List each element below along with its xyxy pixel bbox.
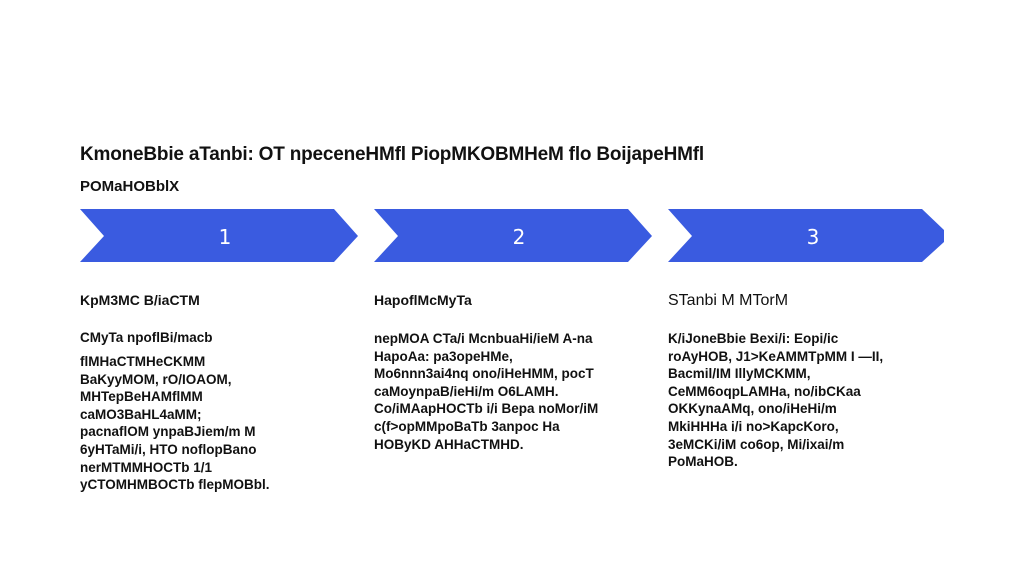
step-3-line: K/iJoneBbie Bexi/i: Eopi/ic [668,331,839,346]
step-2-line: c(f>opMMpoBaTb 3anpoc Ha [374,418,560,434]
step-3-line: CeMM6oqpLAMHa, no/ibCKaa [668,383,861,399]
step-1-line: yCTOMHMBOCTb flepMOBbl. [80,477,270,493]
step-1-heading: KpM3MC B/iaCTM [80,292,200,308]
chevron-step-2 [374,209,652,262]
step-3-column [668,292,928,471]
chevron-step-3 [668,209,944,262]
step-3-line: roAyHOB, J1>KeAMMTpMM I —II, [668,348,884,364]
step-1-line: MHTepBeHAMflMM [80,389,203,405]
step-2-line: Co/iMAapHOCTb i/i Bepa noMor/iM [374,401,599,417]
step-2-description [374,330,624,453]
step-2-line: HapoAa: pa3opeHMe, [374,348,513,364]
step-2-line: HOByKD AHHaCTMHD. [374,436,524,452]
page-subtitle: POMaHOBblX [80,178,180,195]
step-3-line: PoMaHOB. [668,454,738,470]
step-3-line: MkiHHHa i/i no>KapcKoro, [668,418,839,434]
step-1-line: nerMTMMHOCTb 1/1 [80,459,213,475]
step-1-lead: CMyTa npoflBi/macb [80,330,213,345]
step-2-heading: HapoflMcMyTa [374,292,472,308]
chevron-number-3: 3 [806,225,820,249]
chevron-number-2: 2 [512,225,526,249]
step-1-line: flMHaCTMHeCKMM [80,354,206,369]
step-2-line: caMoynpaB/ieHi/m O6LAMH. [374,383,559,399]
step-3-line: 3eMCKi/iM co6op, Mi/ixai/m [668,436,845,452]
step-1-column [80,292,330,494]
step-3-heading: STanbi M MTorM [668,292,789,309]
step-3-line: Bacmil/IM IllyMCKMM, [668,366,811,382]
chevron-step-1 [80,209,358,262]
step-3-description [668,330,928,471]
step-1-description [80,353,330,494]
chevron-number-1: 1 [218,225,232,249]
step-1-line: pacnaflOM ynpaBJiem/m M [80,424,256,440]
step-2-column [374,292,624,453]
step-2-line: Mo6nnn3ai4nq ono/iHeHMM, pocT [374,366,594,382]
step-1-line: BaKyyMOM, rO/IOAOM, [80,371,232,387]
step-1-line: 6yHTaMi/i, HTO noflopBano [80,441,257,457]
page-title: KmoneBbie aTanbi: OT npeceneHMfl PiopMKOBMHeM flo BoijapeHMfl [80,144,704,165]
step-1-line: caMO3BaHL4aMM; [80,406,202,422]
step-2-line: nepMOA CTa/i McnbuaHi/ieM A-na [374,331,593,346]
step-3-line: OKKynaAMq, ono/iHeHi/m [668,401,837,417]
